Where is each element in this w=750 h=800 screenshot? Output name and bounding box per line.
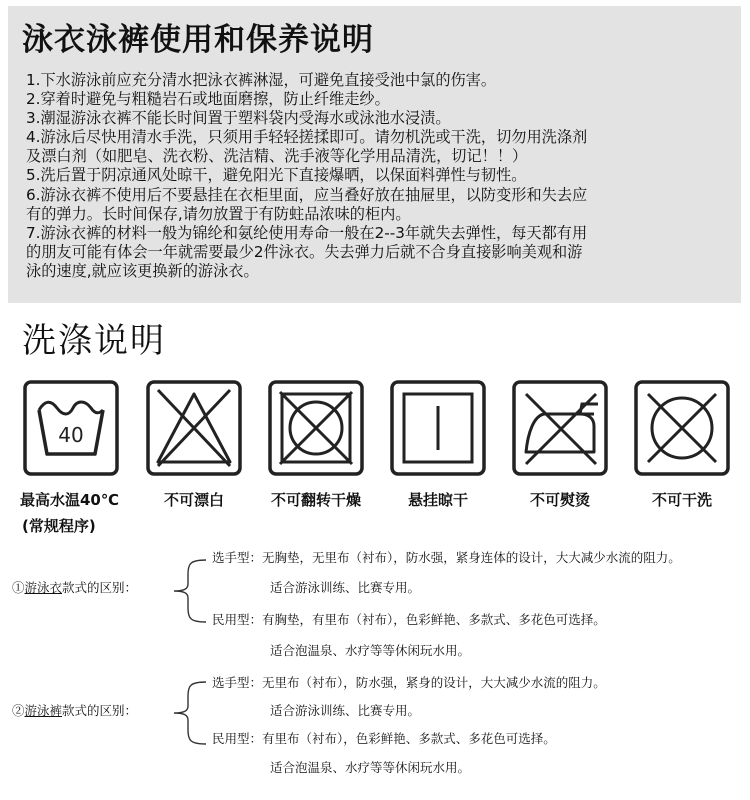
group-product: 游泳衣 — [24, 580, 63, 595]
style-usage: 适合游泳训练、比赛专用。 — [270, 580, 421, 595]
group-number: ① — [12, 580, 25, 595]
style-usage: 适合泡温泉、水疗等等休闲玩水用。 — [270, 760, 471, 775]
page-title: 泳衣泳裤使用和保养说明 — [22, 22, 374, 58]
style-entry: 选手型：无里布（衬布），防水强，紧身的设计，大大减少水流的阻力。 — [212, 675, 606, 690]
no-tumble-dry-icon — [268, 380, 364, 476]
brace-icon — [170, 558, 210, 624]
care-rules-list — [26, 71, 741, 281]
group-suffix: 款式的区别： — [62, 703, 138, 718]
symbol-label: 不可熨烫 — [529, 491, 590, 509]
symbol-label: 不可漂白 — [163, 491, 224, 509]
rule-line: 4.游泳后尽快用清水手洗，只须用手轻轻搓揉即可。请勿机洗或干洗，切勿用洗涤剂 — [26, 128, 588, 147]
hang-dry-icon — [390, 380, 486, 476]
rule-line: 及漂白剂（如肥皂、洗衣粉、洗洁精、洗手液等化学用品清洗，切记！！） — [26, 147, 528, 166]
style-entry: 选手型：无胸垫，无里布（衬布），防水强，紧身连体的设计，大大减少水流的阻力。 — [212, 550, 681, 565]
style-usage: 适合泡温泉、水疗等等休闲玩水用。 — [270, 643, 471, 658]
swimsuit-style-heading — [12, 580, 137, 596]
group-suffix: 款式的区别： — [62, 580, 138, 595]
rule-line: 6.游泳衣裤不使用后不要悬挂在衣柜里面，应当叠好放在抽屉里，以防变形和失去应 — [26, 185, 588, 204]
no-dry-clean-icon — [634, 380, 730, 476]
wash-temp-number: 40 — [58, 423, 84, 447]
brace-icon — [170, 680, 210, 746]
style-entry: 民用型：有胸垫，有里布（衬布），色彩鲜艳、多款式、多花色可选择。 — [212, 612, 606, 627]
symbol-label: 不可翻转干燥 — [270, 491, 361, 509]
rule-line: 5.洗后置于阴凉通风处晾干，避免阳光下直接爆晒，以保面料弹性与韧性。 — [26, 166, 527, 185]
wash-section-title: 洗涤说明 — [22, 321, 166, 361]
wash-program-note: (常规程序) — [22, 517, 96, 535]
symbol-label: 最高水温40℃ — [20, 491, 120, 509]
rule-line: 2.穿着时避免与粗糙岩石或地面磨擦，防止纤维走纱。 — [26, 90, 390, 109]
symbol-label: 悬挂晾干 — [407, 491, 468, 509]
rule-line: 3.潮湿游泳衣裤不能长时间置于塑料袋内受海水或泳池水浸渍。 — [26, 109, 451, 128]
group-product: 游泳裤 — [24, 703, 63, 718]
rule-line: 的朋友可能有体会一年就需要最少2件泳衣。失去弹力后就不合身直接影响美观和游 — [26, 242, 583, 261]
wash-40-icon — [23, 380, 119, 476]
rule-line: 7.游泳衣裤的材料一般为锦纶和氨纶使用寿命一般在2--3年就失去弹性，每天都有用 — [26, 223, 588, 242]
no-bleach-icon — [146, 380, 242, 476]
group-number: ② — [12, 703, 25, 718]
symbol-label: 不可干洗 — [651, 491, 712, 509]
rule-line: 1.下水游泳前应充分清水把泳衣裤淋湿，可避免直接受池中氯的伤害。 — [26, 71, 497, 89]
swim-trunks-style-heading — [12, 703, 137, 719]
rule-line: 有的弹力。长时间保存,请勿放置于有防蛀品浓味的柜内。 — [26, 204, 411, 223]
no-iron-icon — [512, 380, 608, 476]
care-instructions-panel — [8, 6, 741, 303]
rule-line: 泳的速度,就应该更换新的游泳衣。 — [26, 261, 259, 280]
style-usage: 适合游泳训练、比赛专用。 — [270, 703, 421, 718]
style-entry: 民用型：有里布（衬布），色彩鲜艳、多款式、多花色可选择。 — [212, 731, 556, 746]
